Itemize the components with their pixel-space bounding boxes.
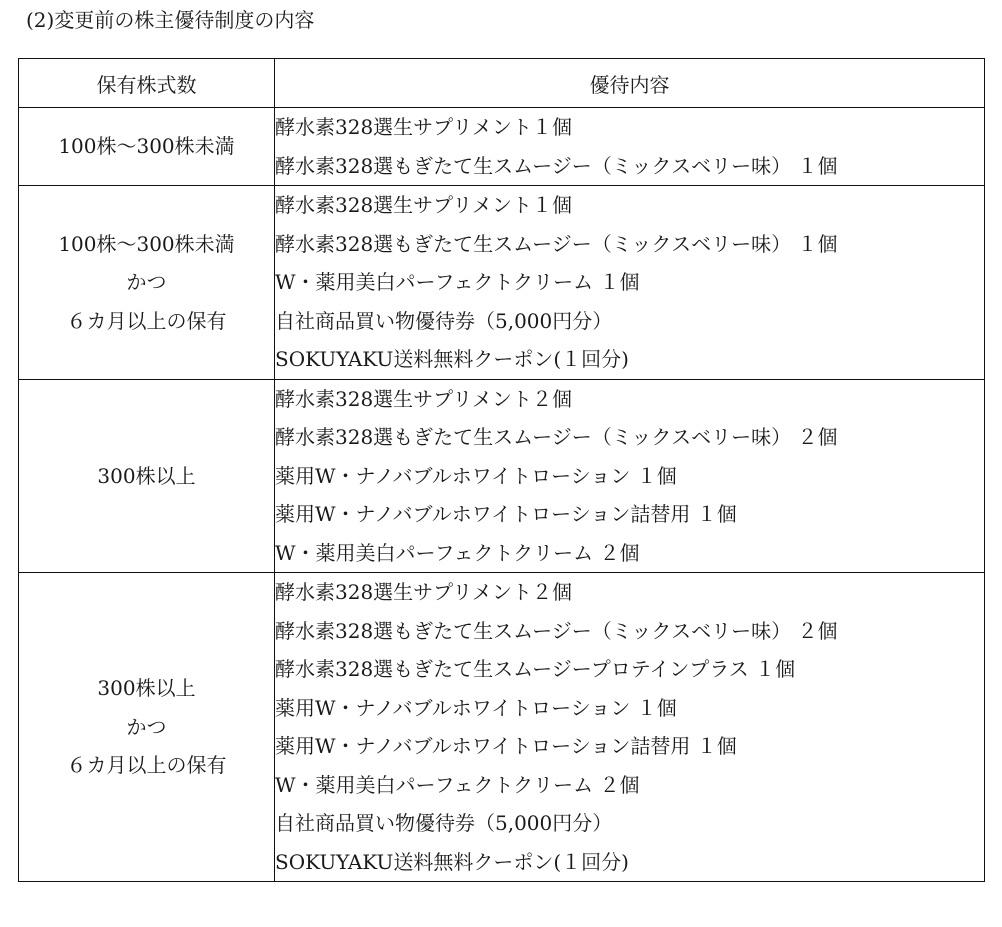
shares-line: ６カ月以上の保有 — [66, 308, 227, 333]
benefit-item: 自社商品買い物優待券（5,000円分） — [275, 308, 613, 333]
shares-cell — [19, 108, 275, 186]
benefit-item: 酵水素328選もぎたて生スムージー（ミックスベリー味） １個 — [275, 153, 838, 178]
shares-line: 100株～300株未満 — [58, 231, 235, 256]
benefit-item: 酵水素328選生サプリメント２個 — [275, 386, 572, 411]
benefit-item: 酵水素328選もぎたて生スムージー（ミックスベリー味） ２個 — [275, 618, 838, 643]
benefit-item: 薬用W・ナノバブルホワイトローション １個 — [275, 463, 677, 488]
benefit-item: 酵水素328選生サプリメント２個 — [275, 580, 572, 604]
benefit-item: 酵水素328選生サプリメント１個 — [275, 115, 572, 139]
section-heading: (2)変更前の株主優待制度の内容 — [26, 8, 315, 32]
benefits-cell — [275, 108, 985, 186]
benefits-cell — [275, 573, 985, 882]
benefit-item: W・薬用美白パーフェクトクリーム ２個 — [275, 540, 640, 565]
shares-line: かつ — [126, 714, 167, 739]
table-row — [19, 379, 985, 573]
table-row — [19, 186, 985, 380]
benefits-cell — [275, 379, 985, 573]
shares-line: かつ — [126, 270, 167, 294]
table-row — [19, 108, 985, 186]
shares-line: 100株～300株未満 — [58, 134, 235, 159]
shares-line: 300株以上 — [97, 463, 196, 488]
benefit-item: SOKUYAKU送料無料クーポン(１回分) — [275, 347, 629, 371]
shares-line: ６カ月以上の保有 — [66, 753, 227, 778]
benefit-item: 薬用W・ナノバブルホワイトローション １個 — [275, 695, 677, 720]
header-benefits: 優待内容 — [275, 59, 985, 108]
table-row — [19, 573, 985, 882]
shares-cell — [19, 573, 275, 882]
header-shares: 保有株式数 — [19, 59, 275, 108]
shareholder-benefits-table — [18, 58, 985, 882]
benefit-item: 酵水素328選もぎたて生スムージー（ミックスベリー味） １個 — [275, 231, 838, 256]
benefit-item: 酵水素328選もぎたて生スムージー（ミックスベリー味） ２個 — [275, 425, 838, 449]
benefit-item: 酵水素328選生サプリメント１個 — [275, 193, 572, 217]
benefit-item: SOKUYAKU送料無料クーポン(１回分) — [275, 849, 629, 874]
benefit-item: W・薬用美白パーフェクトクリーム １個 — [275, 270, 640, 294]
benefit-item: 自社商品買い物優待券（5,000円分） — [275, 811, 613, 835]
benefit-item: 薬用W・ナノバブルホワイトローション詰替用 １個 — [275, 502, 737, 526]
benefit-item: W・薬用美白パーフェクトクリーム ２個 — [275, 772, 640, 797]
shares-cell — [19, 186, 275, 380]
benefit-item: 酵水素328選もぎたて生スムージープロテインプラス １個 — [275, 657, 796, 681]
benefits-cell — [275, 186, 985, 380]
shares-cell — [19, 379, 275, 573]
benefit-item: 薬用W・ナノバブルホワイトローション詰替用 １個 — [275, 734, 737, 758]
table-header-row — [19, 59, 985, 108]
shares-line: 300株以上 — [97, 676, 196, 701]
